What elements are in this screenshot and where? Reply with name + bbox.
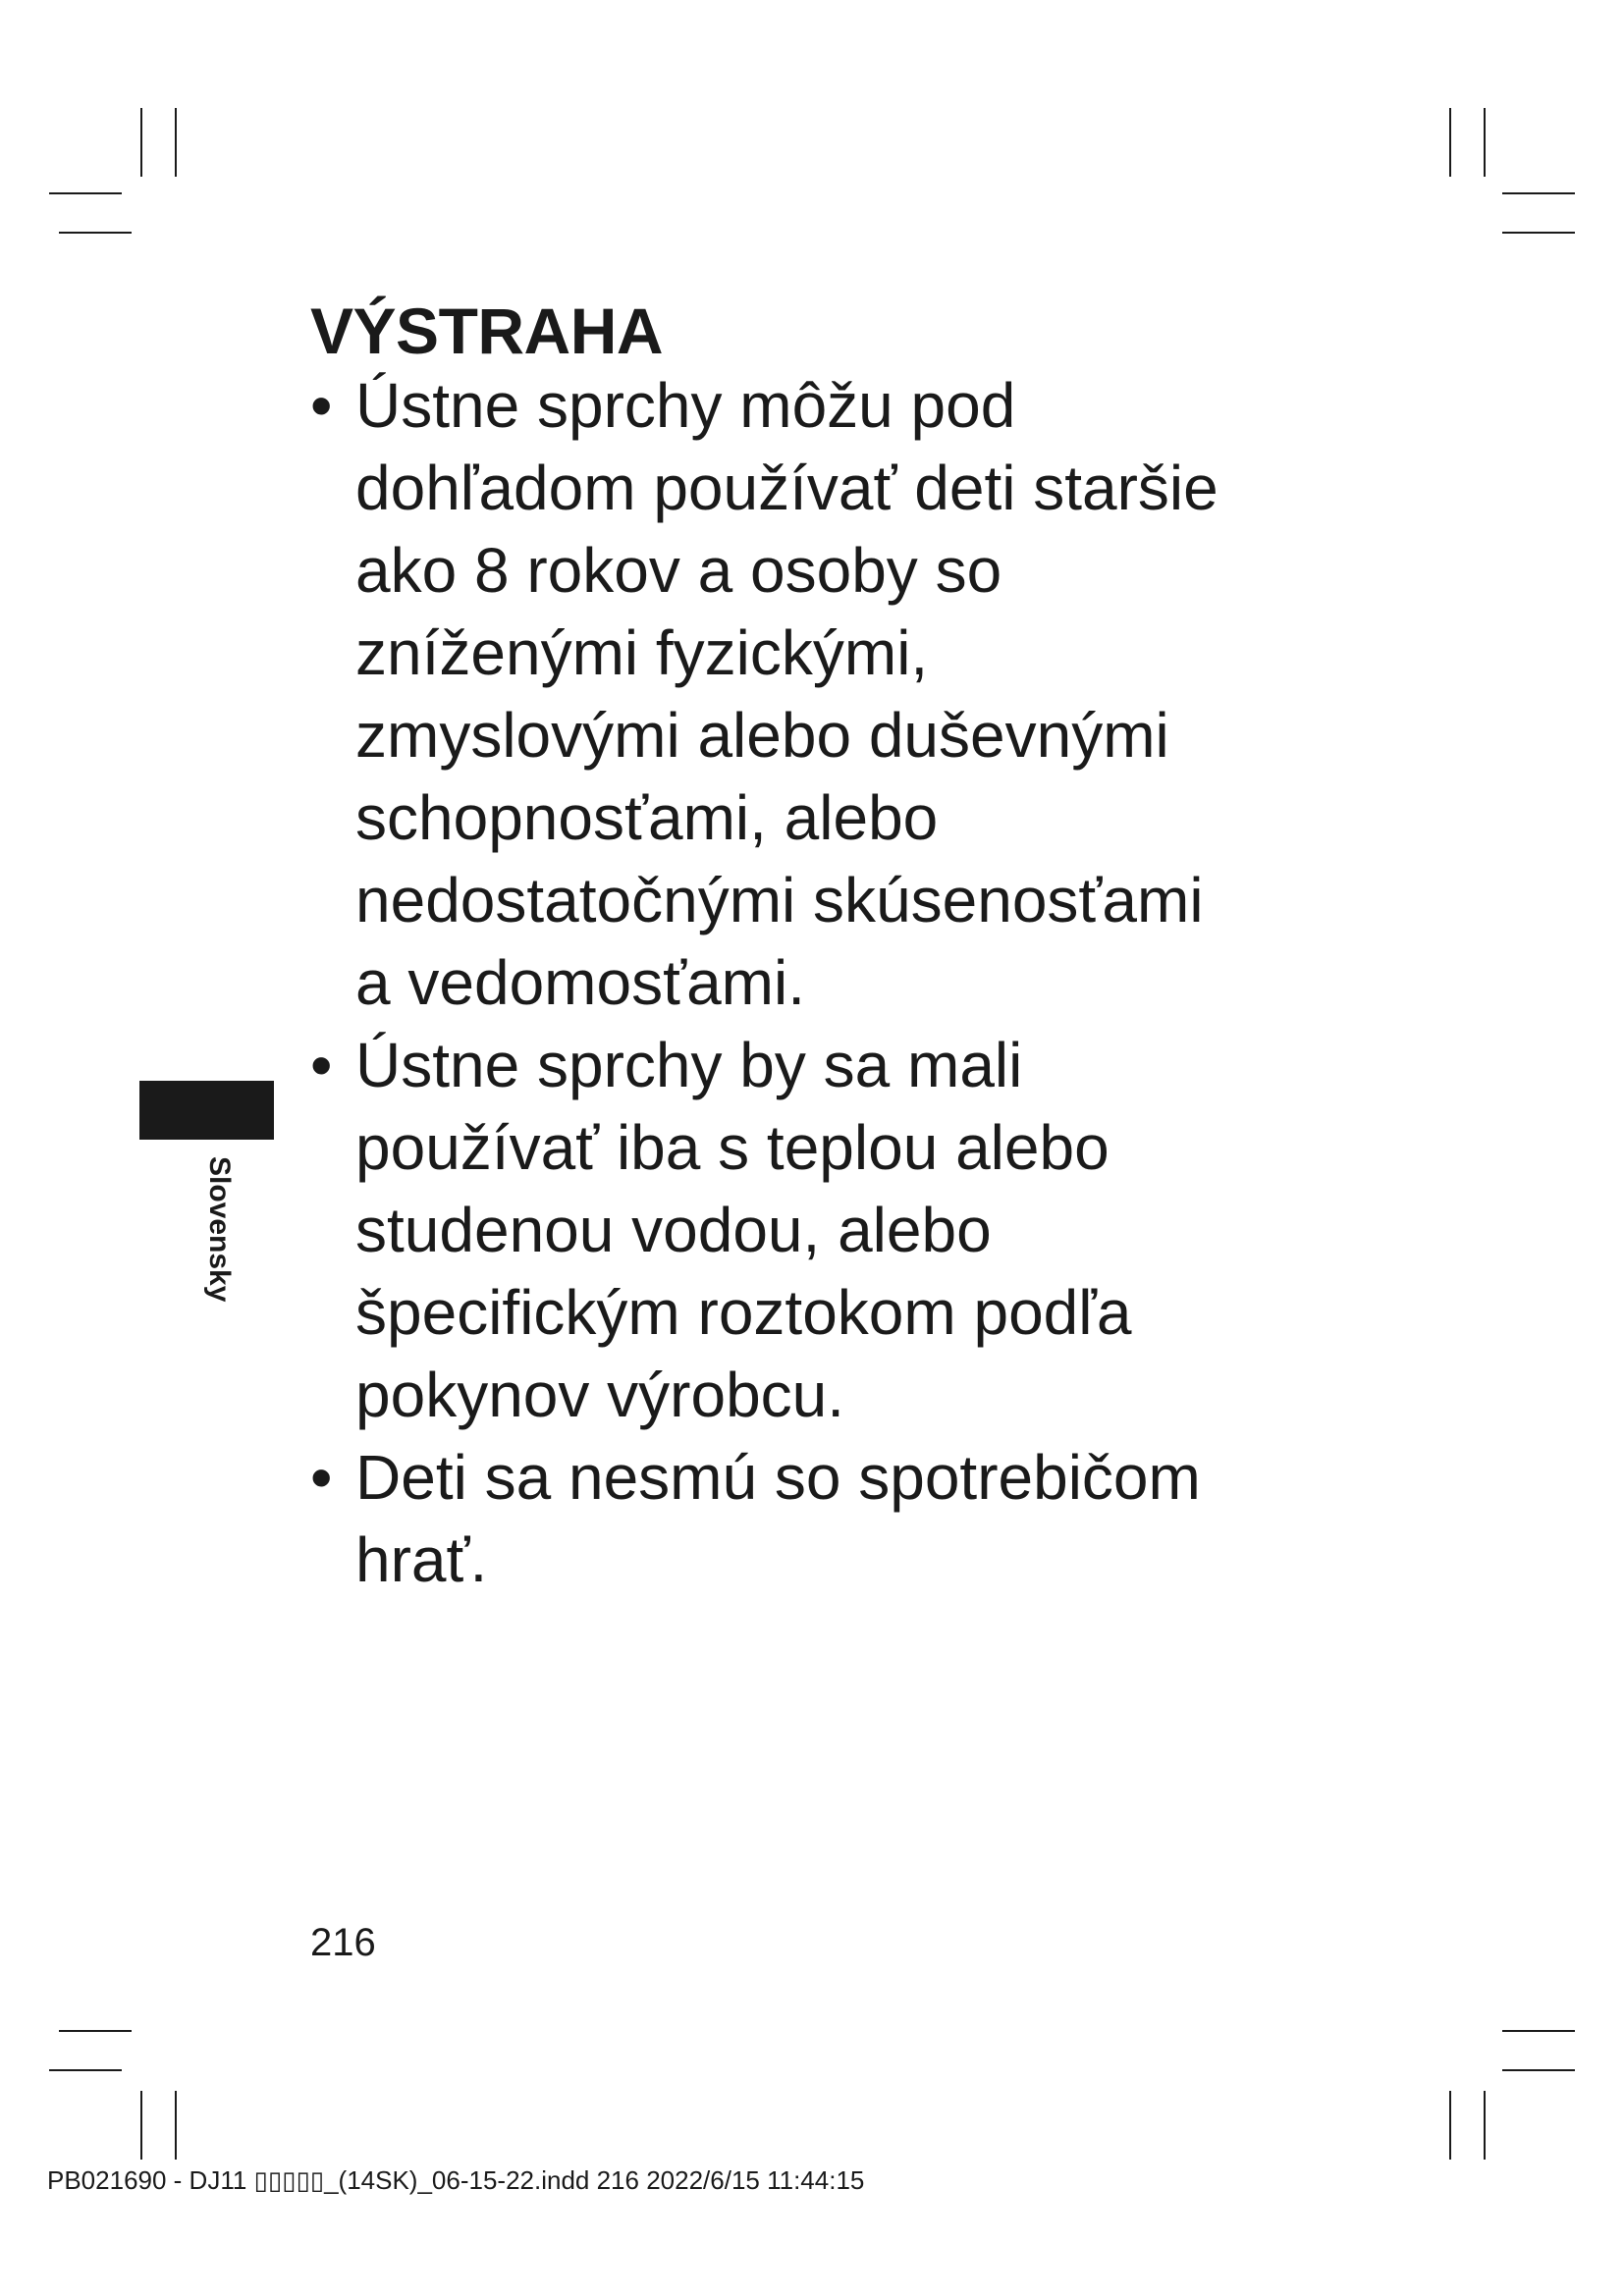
warning-text-line: hrať. — [355, 1524, 488, 1595]
bullet-point: • — [310, 1442, 333, 1513]
warning-text-line: Deti sa nesmú so spotrebičom — [355, 1442, 1201, 1513]
warning-item — [310, 364, 1341, 1024]
crop-mark — [1484, 108, 1486, 177]
language-tab-label: Slovensky — [203, 1156, 236, 1303]
warning-text-line: studenou vodou, alebo — [355, 1195, 992, 1265]
crop-mark — [1502, 2030, 1575, 2032]
warning-text-line: ako 8 rokov a osoby so — [355, 535, 1002, 606]
bullet-point: • — [310, 1030, 333, 1100]
crop-mark — [1502, 2069, 1575, 2071]
warning-text-line: nedostatočnými skúsenosťami — [355, 865, 1204, 935]
warning-text-line: dohľadom používať deti staršie — [355, 453, 1218, 523]
crop-mark — [59, 232, 132, 234]
crop-mark — [175, 108, 177, 177]
crop-mark — [175, 2091, 177, 2160]
print-slug: PB021690 - DJ11 ▯▯▯▯▯_(14SK)_06-15-22.indd 216 2022/6/15 11:44:15 — [47, 2165, 865, 2195]
crop-mark — [59, 2030, 132, 2032]
crop-mark — [49, 192, 122, 194]
crop-mark — [49, 2069, 122, 2071]
warning-item — [310, 1436, 1341, 1601]
crop-mark — [140, 108, 142, 177]
crop-mark — [1449, 108, 1451, 177]
warning-text-line: špecifickým roztokom podľa — [355, 1277, 1132, 1348]
warning-text-line: Ústne sprchy môžu pod — [355, 370, 1016, 441]
warning-text-line: používať iba s teplou alebo — [355, 1112, 1110, 1183]
crop-mark — [1484, 2091, 1486, 2160]
crop-mark — [1502, 232, 1575, 234]
bullet-point: • — [310, 370, 333, 441]
warning-text-line: zmyslovými alebo duševnými — [355, 700, 1169, 771]
crop-mark — [1502, 192, 1575, 194]
crop-mark — [140, 2091, 142, 2160]
warning-text-line: schopnosťami, alebo — [355, 782, 939, 853]
warning-text-line: zníženými fyzickými, — [355, 617, 929, 688]
crop-mark — [1449, 2091, 1451, 2160]
page-number: 216 — [310, 1921, 376, 1964]
warning-text-line: Ústne sprchy by sa mali — [355, 1030, 1023, 1100]
warning-text-line: pokynov výrobcu. — [355, 1360, 845, 1430]
warning-heading: VÝSTRAHA — [310, 294, 664, 367]
language-tab-marker — [139, 1081, 274, 1140]
warning-text-line: a vedomosťami. — [355, 947, 805, 1018]
warning-item — [310, 1024, 1341, 1436]
warning-list — [310, 364, 1341, 1601]
